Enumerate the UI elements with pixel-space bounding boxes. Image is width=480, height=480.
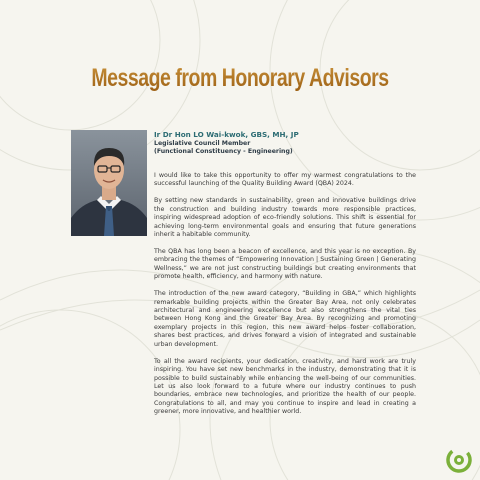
message-paragraph: By setting new standards in sustainability, green and innovative buildings drive the construction and building industry towards more responsible practices, inspiring widespread adoption of eco-friendly solutions. This shift is essential for achieving long-term environmental goals and ensuring that future generations inherit a habitable community.: [154, 197, 416, 239]
message-body: [154, 172, 416, 425]
advisor-portrait: [71, 130, 147, 236]
message-paragraph: The QBA has long been a beacon of excellence, and this year is no exception. By embracing the themes of “Empowering Innovation | Sustaining Green | Generating Wellness,” we are not just constructing buildings but creating environments that promote health, efficiency, and harmony with nature.: [154, 248, 416, 281]
message-paragraph: The introduction of the new award category, “Building in GBA,” which highlights remarkable building projects within the Greater Bay Area, not only celebrates architectural and engineering excellence but also strengthens the vital ties between Hong Kong and the Greater Bay Area. By recognizing and promoting exemplary projects in this region, this new award helps foster collaboration, shares best practices, and drives forward a vision of integrated and sustainable urban development.: [154, 290, 416, 348]
message-paragraph: I would like to take this opportunity to offer my warmest congratulations to the successful launching of the Quality Building Award (QBA) 2024.: [154, 172, 416, 188]
message-paragraph: To all the award recipients, your dedication, creativity, and hard work are truly inspiring. You have set new benchmarks in the industry, demonstrating that it is possible to build sustainably while enhancing the well-being of our communities. Let us also look forward to a future where our industry continues to push boundaries, embrace new technologies, and prioritize the health of our people. Congratulations to all, and may you continue to inspire and lead in creating a greener, more innovative, and healthier world.: [154, 357, 416, 416]
green-circle-logo-icon: [446, 447, 472, 473]
portrait-image: [71, 130, 147, 236]
advisor-name: Ir Dr Hon LO Wai-kwok, GBS, MH, JP: [154, 130, 299, 139]
advisor-role: Legislative Council Member: [154, 139, 251, 147]
page-title: Message from Honorary Advisors: [53, 64, 427, 93]
advisor-constituency: (Functional Constituency - Engineering): [154, 148, 293, 155]
advisor-header: [154, 130, 416, 157]
